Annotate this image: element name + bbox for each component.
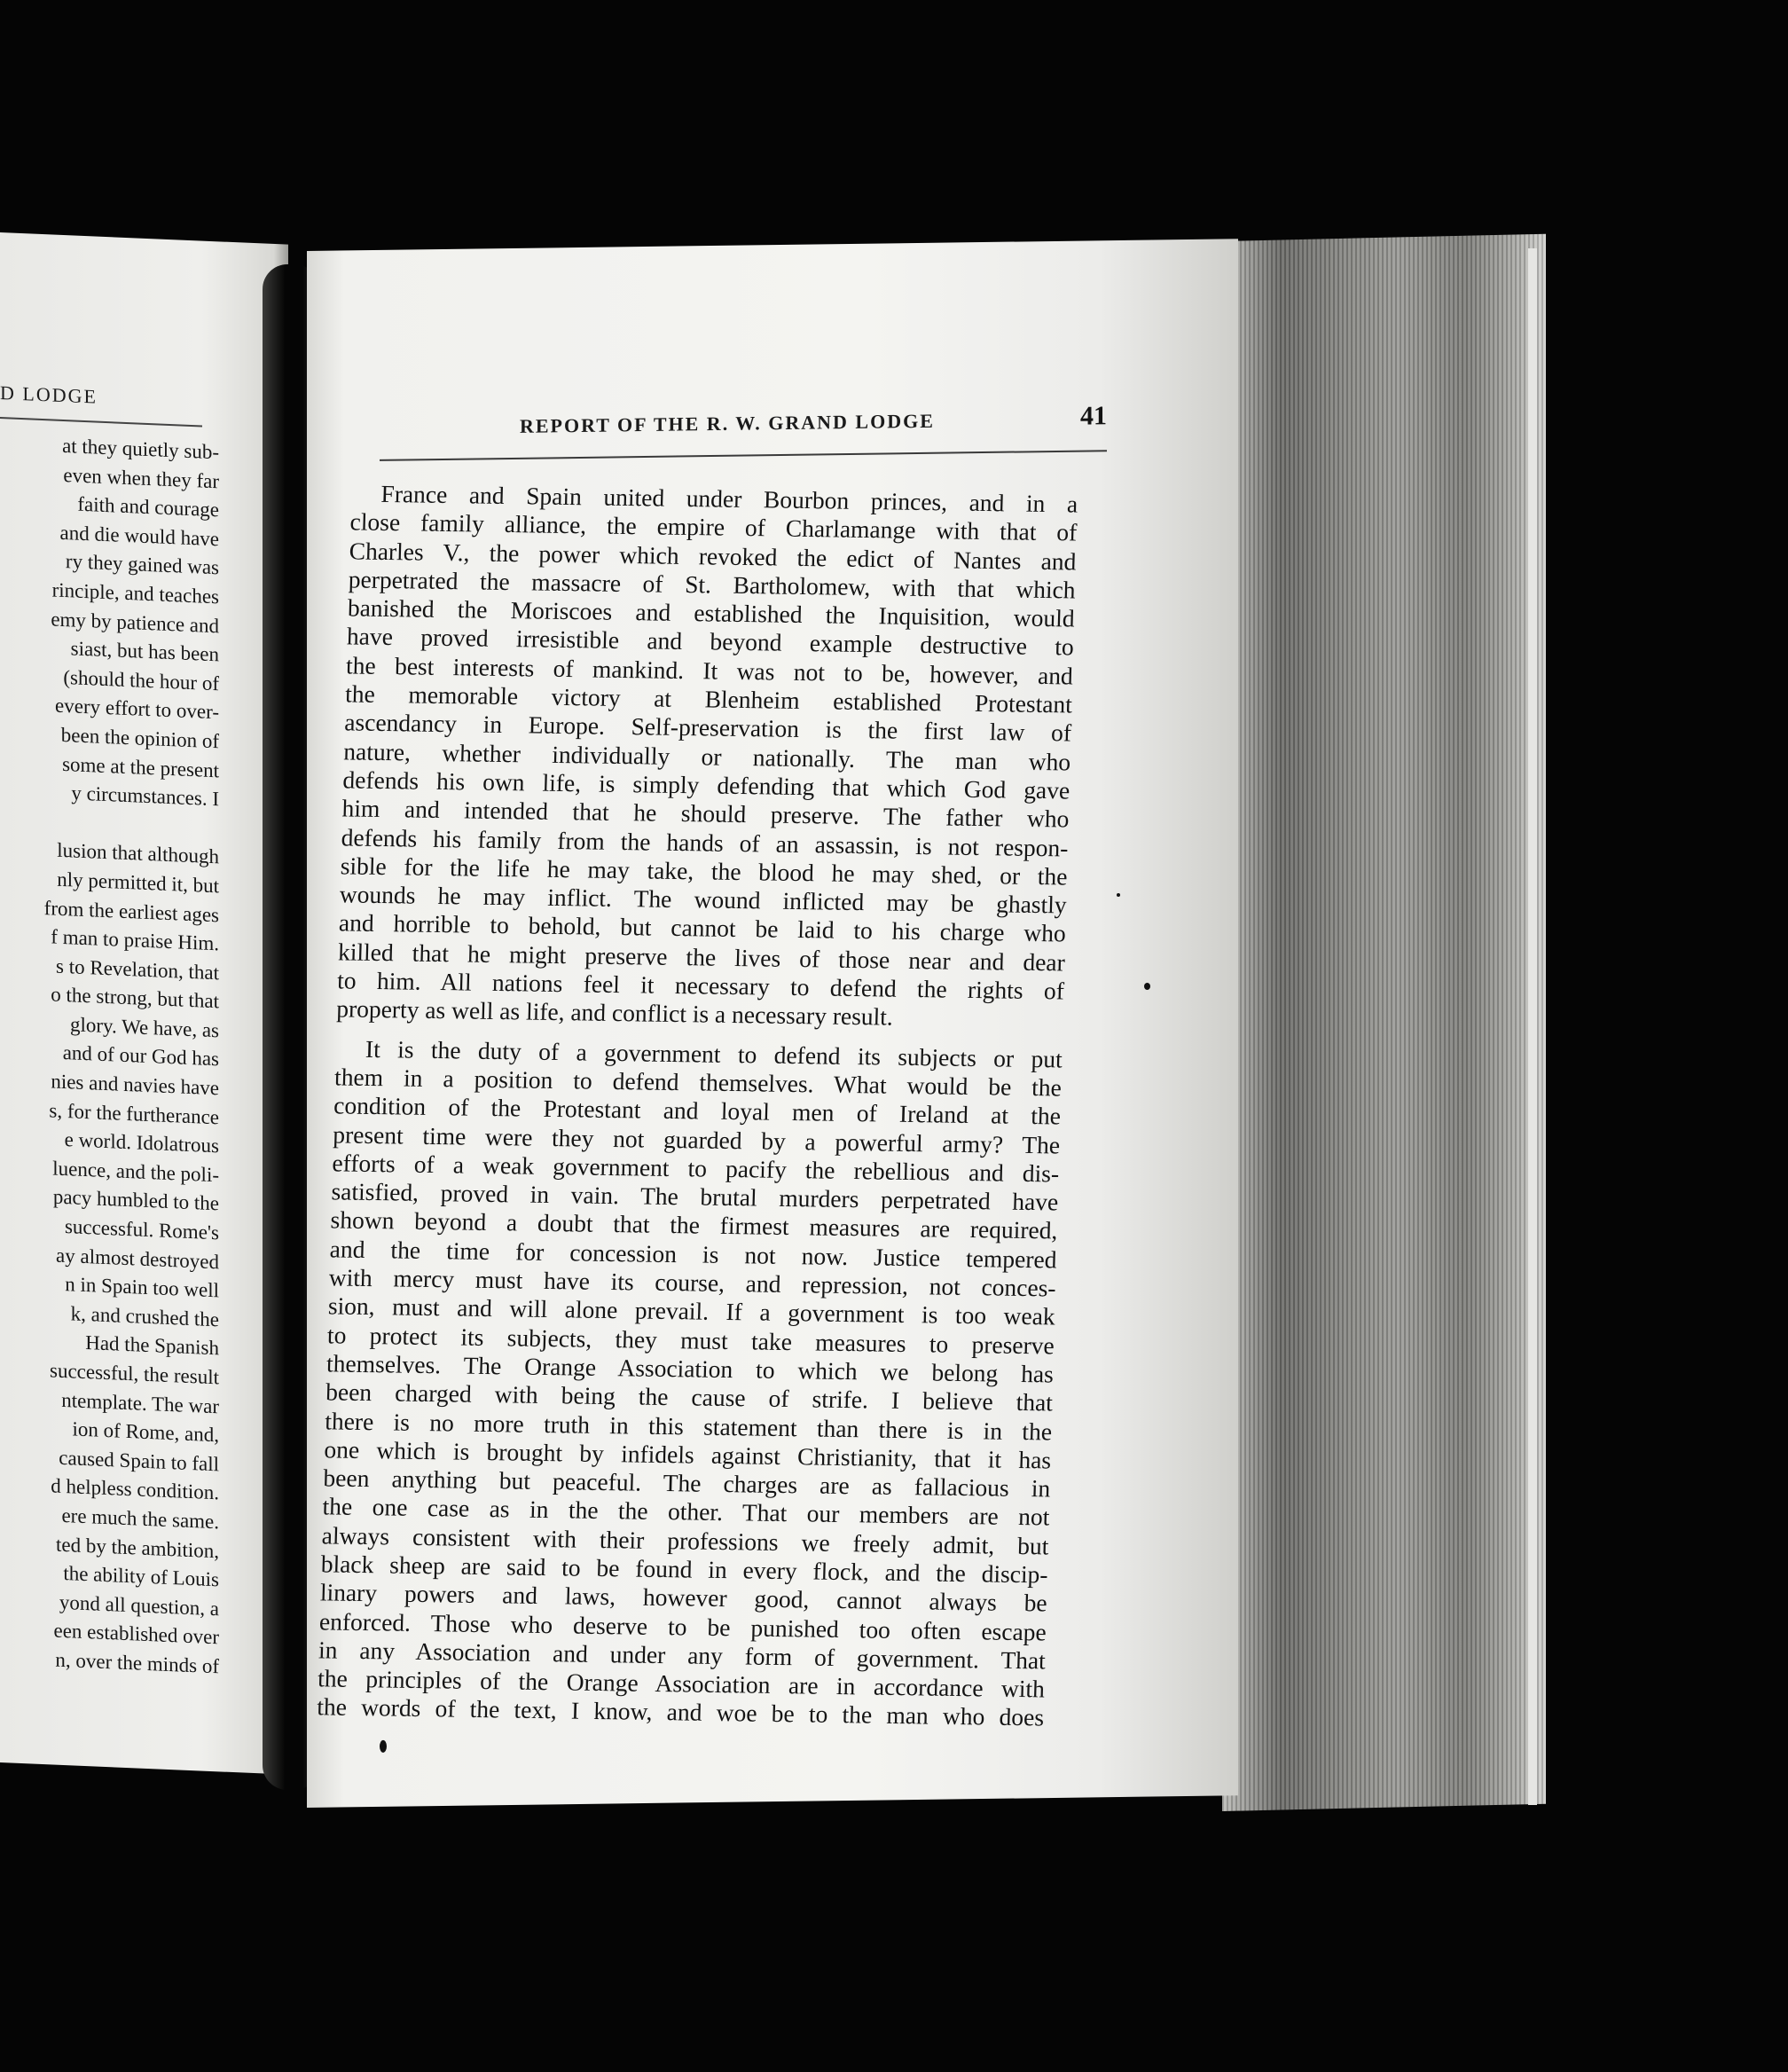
body-text-line: black sheep are said to be found in every flock, and the discip- bbox=[320, 1550, 1048, 1589]
running-head: REPORT OF THE R. W. GRAND LODGE bbox=[520, 409, 935, 437]
ink-speck bbox=[380, 1740, 387, 1753]
body-text-line: France and Spain united under Bourbon princes, and in a bbox=[380, 479, 1078, 518]
body-text-line: them in a position to defend themselves. What would be the bbox=[333, 1063, 1063, 1102]
left-page-line: siast, but has been bbox=[70, 637, 219, 666]
body-text-line: defends his family from the hands of an assassin, is not respon- bbox=[341, 822, 1069, 862]
left-header-rule bbox=[0, 417, 202, 428]
left-page-line: at they quietly sub- bbox=[62, 434, 219, 464]
body-text-line: shown beyond a doubt that the firmest measures are required, bbox=[330, 1205, 1058, 1244]
body-text-line: have proved irresistible and beyond example destructive to bbox=[346, 622, 1075, 661]
body-text-line: sible for the life he may take, the blood he may shed, or the bbox=[340, 852, 1068, 891]
body-text-line: sion, must and will alone prevail. If a government is too weak bbox=[327, 1291, 1056, 1330]
body-text-line: him and intended that he should preserve. The father who bbox=[341, 794, 1070, 833]
left-page-line: Had the Spanish bbox=[85, 1331, 219, 1360]
left-page-line: lusion that although bbox=[57, 839, 219, 868]
body-text-line: nature, whether individually or nationally. The man who bbox=[343, 737, 1071, 776]
left-page-line: from the earliest ages bbox=[43, 896, 219, 926]
body-text-line: themselves. The Orange Association to which we belong has bbox=[325, 1349, 1055, 1388]
ink-speck bbox=[1117, 893, 1120, 897]
right-page bbox=[307, 239, 1238, 1808]
body-text-line: perpetrated the massacre of St. Bartholomew, with that which bbox=[348, 565, 1076, 604]
body-text-line: It is the duty of a government to defend its subjects or put bbox=[365, 1034, 1063, 1073]
left-page-line: ay almost destroyed bbox=[56, 1244, 219, 1273]
body-text-line: efforts of a weak government to pacify the rebellious and dis- bbox=[332, 1149, 1060, 1188]
left-page-line: caused Spain to fall bbox=[59, 1446, 219, 1476]
body-text-line: killed that he might preserve the lives of those near and dear bbox=[337, 938, 1066, 977]
page-number: 41 bbox=[1080, 401, 1107, 431]
left-page-line: even when they far bbox=[63, 463, 219, 492]
left-page-line: every effort to over- bbox=[55, 694, 219, 724]
left-page-line: een established over bbox=[53, 1619, 219, 1649]
body-text-line: defends his own life, is simply defending that which God gave bbox=[342, 765, 1070, 804]
body-text-line: enforced. Those who deserve to be punished too often escape bbox=[318, 1606, 1047, 1646]
left-page-line: ted by the ambition, bbox=[56, 1533, 219, 1562]
body-text-line: banished the Moriscoes and established the Inquisition, would bbox=[347, 593, 1076, 632]
left-page-line: s to Revelation, that bbox=[56, 954, 219, 985]
left-page-line: the ability of Louis bbox=[63, 1562, 219, 1591]
left-page-line: s, for the furtherance bbox=[49, 1098, 219, 1129]
left-page-line: and die would have bbox=[59, 521, 219, 551]
body-text-line: with mercy must have its course, and repression, not conces- bbox=[328, 1263, 1056, 1302]
left-running-head: D LODGE bbox=[0, 381, 98, 408]
left-page-line: o the strong, but that bbox=[51, 983, 219, 1013]
body-text-line: close family alliance, the empire of Charlamange with that of bbox=[349, 507, 1078, 546]
left-page-line: y circumstances. I bbox=[71, 781, 219, 811]
header-rule bbox=[380, 450, 1107, 461]
left-page-line: glory. We have, as bbox=[69, 1013, 219, 1042]
body-text-line: linary powers and laws, however good, cannot always be bbox=[319, 1578, 1048, 1617]
left-page-line: and of our God has bbox=[62, 1041, 219, 1071]
left-page-line: d helpless condition. bbox=[51, 1474, 219, 1504]
body-text-line: been anything but peaceful. The charges are as fallacious in bbox=[323, 1464, 1051, 1503]
body-text-line: the memorable victory at Blenheim established Protestant bbox=[344, 679, 1073, 718]
left-page-line: been the opinion of bbox=[60, 723, 219, 753]
left-page-line: (should the hour of bbox=[63, 665, 219, 695]
left-page-line: nly permitted it, but bbox=[57, 867, 219, 898]
body-text-line: present time were they not guarded by a powerful army? The bbox=[332, 1119, 1061, 1159]
page-body-text bbox=[317, 479, 1078, 1732]
book-fore-edge bbox=[1222, 234, 1546, 1811]
left-page-line: rinciple, and teaches bbox=[51, 578, 219, 608]
body-text-line: there is no more truth in this statement than there is in the bbox=[324, 1406, 1053, 1445]
left-page-line: luence, and the poli- bbox=[52, 1157, 219, 1187]
left-page-line: pacy humbled to the bbox=[52, 1185, 219, 1215]
body-text-line: the words of the text, I know, and woe be to the man who does bbox=[316, 1692, 1045, 1731]
body-text-line: in any Association and under any form of government. That bbox=[318, 1636, 1047, 1675]
left-page-line: successful, the result bbox=[50, 1359, 219, 1389]
left-page-line: ry they gained was bbox=[65, 550, 219, 579]
body-text-line: one which is brought by infidels against Christianity, that it has bbox=[324, 1435, 1052, 1474]
left-page-line: emy by patience and bbox=[51, 607, 219, 637]
left-page-line: nies and navies have bbox=[51, 1070, 219, 1100]
left-page-line: ion of Rome, and, bbox=[72, 1417, 219, 1447]
body-text-line: to protect its subjects, they must take measures to preserve bbox=[326, 1320, 1055, 1360]
left-page-line: faith and courage bbox=[77, 492, 219, 522]
ink-speck bbox=[1144, 983, 1150, 990]
left-page-line: some at the present bbox=[62, 752, 219, 781]
body-text-line: property as well as life, and conflict is a necessary result. bbox=[335, 994, 894, 1031]
body-text-line: the best interests of mankind. It was not to be, however, and bbox=[345, 651, 1074, 690]
body-text-line: the principles of the Orange Association are in accordance with bbox=[317, 1664, 1046, 1703]
body-text-line: Charles V., the power which revoked the edict of Nantes and bbox=[349, 536, 1077, 576]
left-page-line: e world. Idolatrous bbox=[64, 1128, 219, 1158]
body-text-line: wounds he may inflict. The wound inflicted may be ghastly bbox=[339, 880, 1068, 919]
left-page-line: yond all question, a bbox=[59, 1590, 219, 1621]
left-page-line: n in Spain too well bbox=[65, 1273, 219, 1302]
body-text-line: and horrible to behold, but cannot be laid to his charge who bbox=[338, 908, 1067, 947]
fore-edge-rim bbox=[1528, 248, 1537, 1805]
body-text-line: satisfied, proved in vain. The brutal murders perpetrated have bbox=[331, 1177, 1059, 1216]
left-page-line: ntemplate. The war bbox=[61, 1388, 219, 1417]
left-page-line: f man to praise Him. bbox=[51, 925, 219, 955]
body-text-line: the one case as in the the other. That our members are not bbox=[322, 1492, 1050, 1531]
left-page-line: successful. Rome's bbox=[64, 1215, 219, 1244]
left-page-line: k, and crushed the bbox=[70, 1302, 219, 1331]
left-page-text bbox=[0, 428, 219, 1681]
body-text-line: to him. All nations feel it necessary to defend the rights of bbox=[336, 966, 1065, 1005]
left-page bbox=[0, 232, 288, 1775]
left-page-line: n, over the minds of bbox=[55, 1648, 219, 1678]
body-text-line: ascendancy in Europe. Self-preservation is the first law of bbox=[343, 708, 1072, 747]
body-text-line: condition of the Protestant and loyal men of Ireland at the bbox=[333, 1091, 1062, 1130]
body-text-line: been charged with being the cause of strife. I believe that bbox=[325, 1377, 1054, 1417]
body-text-line: always consistent with their professions we freely admit, but bbox=[321, 1521, 1049, 1560]
body-text-line: and the time for concession is not now. Justice tempered bbox=[329, 1235, 1057, 1274]
left-page-line: ere much the same. bbox=[61, 1503, 219, 1534]
